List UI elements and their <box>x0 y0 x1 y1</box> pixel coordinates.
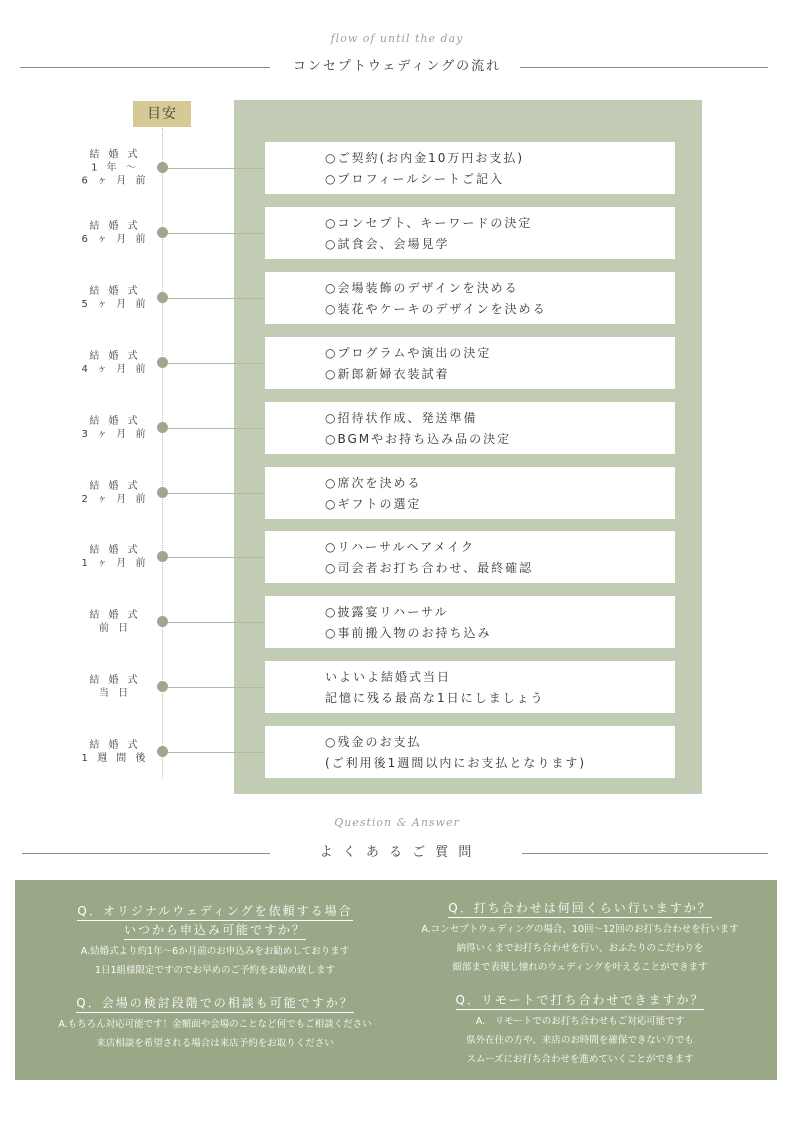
timeline-card-text: ○残金のお支払 <box>325 735 422 749</box>
timeline-step-label <box>70 285 160 311</box>
timeline-dot <box>157 422 168 433</box>
timeline-connector <box>168 687 266 688</box>
timeline-step <box>0 207 794 259</box>
timeline-card-text: ○事前搬入物のお持ち込み <box>325 626 492 640</box>
timeline-dot <box>157 551 168 562</box>
timeline-card <box>265 726 675 778</box>
timeline-connector <box>168 428 266 429</box>
timeline-step-label-line: 結 婚 式 <box>89 481 141 492</box>
timeline-card-text: ○プログラムや演出の決定 <box>325 346 492 360</box>
timeline-step-label-line: 3 ヶ 月 前 <box>81 429 149 440</box>
faq-item-1 <box>25 902 405 980</box>
qa-title: よ く あ る ご 質 問 <box>319 845 475 860</box>
timeline-step <box>0 596 794 648</box>
faq-question: Q．会場の検討段階での相談も可能ですか？ <box>25 994 405 1013</box>
script-title-qa: Question & Answer <box>334 816 460 829</box>
timeline-step-label <box>70 609 160 635</box>
timeline-step <box>0 402 794 454</box>
faq-question: Q．オリジナルウェディングを依頼する場合 いつから申込み可能ですか？ <box>25 902 405 940</box>
timeline-card-text: (ご利用後1週間以内にお支払となります) <box>325 756 586 770</box>
timeline-card-text: ○装花やケーキのデザインを決める <box>325 302 547 316</box>
timeline-connector <box>168 622 266 623</box>
timeline-step <box>0 726 794 778</box>
timeline-card <box>265 531 675 583</box>
faq-answer: A.もちろん対応可能です！金額面や会場のことなど何でもご相談ください 来店相談を希望される場合は来店予約をお取りください <box>58 1019 372 1049</box>
timeline-dot <box>157 357 168 368</box>
timeline-card-text: ○コンセプト、キーワードの決定 <box>325 216 533 230</box>
timeline-step-label <box>70 220 160 246</box>
timeline-step-label-line: 2 ヶ 月 前 <box>81 494 149 505</box>
timeline-card-text: ○プロフィールシートご記入 <box>325 172 504 186</box>
timeline-step-label-line: 結 婚 式 <box>89 351 141 362</box>
faq-question: Q．打ち合わせは何回くらい行いますか？ <box>390 899 770 918</box>
timeline-step-label-line: 前 日 <box>98 623 132 634</box>
timeline-step <box>0 272 794 324</box>
timeline-connector <box>168 363 266 364</box>
timeline-card-text: ○ギフトの選定 <box>325 497 422 511</box>
timeline-step-label <box>70 739 160 765</box>
timeline-dot <box>157 746 168 757</box>
timeline-dot <box>157 616 168 627</box>
timeline-step <box>0 661 794 713</box>
timeline-step-label <box>70 480 160 506</box>
timeline-dot <box>157 292 168 303</box>
flow-heading <box>0 57 794 77</box>
timeline-card <box>265 467 675 519</box>
timeline-card-text: ○席次を決める <box>325 476 422 490</box>
timeline-step-label-line: 5 ヶ 月 前 <box>81 299 149 310</box>
timeline-step-label <box>70 544 160 570</box>
faq-item-2 <box>25 994 405 1053</box>
timeline-connector <box>168 233 266 234</box>
timeline-step-label <box>70 350 160 376</box>
timeline-connector <box>168 557 266 558</box>
faq-answer: A.コンセプトウェディングの場合、10回～12回のお打ち合わせを行います 納得いくまでお打ち合わせを行い、おふたりのこだわりを 細部まで表現し憧れのウェディングを叶えることができます <box>421 924 739 973</box>
timeline-step <box>0 142 794 194</box>
timeline-step-label-line: 結 婚 式 <box>89 416 141 427</box>
timeline-step-label-line: 6 ヶ 月 前 <box>81 175 149 187</box>
timeline-connector <box>168 168 266 169</box>
timeline-step-label-line: 結 婚 式 <box>89 675 141 686</box>
timeline-card-text: ○披露宴リハーサル <box>325 605 449 619</box>
meyasu-badge: 目安 <box>133 101 191 127</box>
timeline-dot <box>157 162 168 173</box>
faq-item-4 <box>390 991 770 1069</box>
timeline-step-label-line: 1 年 ～ <box>91 162 139 174</box>
timeline-step-label-line: 結 婚 式 <box>89 545 141 556</box>
faq-answer: A.結婚式より約1年～6か月前のお申込みをお勧めしております 1日1組様限定ですのでお早めのご予約をお勧め致します <box>80 946 350 976</box>
timeline-step <box>0 467 794 519</box>
timeline-step <box>0 531 794 583</box>
timeline-dot <box>157 487 168 498</box>
timeline-dot <box>157 681 168 692</box>
timeline-card <box>265 661 675 713</box>
timeline-card-text: ○リハーサルヘアメイク <box>325 540 475 554</box>
timeline-connector <box>168 298 266 299</box>
timeline-step-label <box>70 415 160 441</box>
timeline-card-text: ○招待状作成、発送準備 <box>325 411 478 425</box>
page-title: コンセプトウェディングの流れ <box>292 59 502 74</box>
heading-rule-right <box>520 67 768 68</box>
qa-heading <box>0 843 794 863</box>
faq-item-3 <box>390 899 770 977</box>
timeline-step-label-line: 1 ヶ 月 前 <box>81 558 149 569</box>
timeline-card-text: ○BGMやお持ち込み品の決定 <box>325 432 512 446</box>
timeline-step-label-line: 結 婚 式 <box>89 286 141 297</box>
timeline-card <box>265 337 675 389</box>
timeline-card-text: いよいよ結婚式当日 <box>325 670 452 684</box>
timeline-card-text: ○司会者お打ち合わせ、最終確認 <box>325 561 534 575</box>
timeline-step-label-line: 結 婚 式 <box>89 149 141 161</box>
timeline-card <box>265 272 675 324</box>
timeline-step-label-line: 1 週 間 後 <box>81 753 149 764</box>
script-title-flow: flow of until the day <box>330 32 464 45</box>
timeline-step-label <box>70 149 160 188</box>
timeline-step <box>0 337 794 389</box>
timeline-card <box>265 142 675 194</box>
timeline-step-label-line: 当 日 <box>98 688 132 699</box>
timeline-step-label-line: 結 婚 式 <box>89 221 141 232</box>
faq-question: Q．リモートで打ち合わせできますか？ <box>390 991 770 1010</box>
timeline-card <box>265 207 675 259</box>
timeline-step-label-line: 結 婚 式 <box>89 610 141 621</box>
timeline-card-text: 記憶に残る最高な1日にしましょう <box>325 691 545 705</box>
qa-rule-right <box>522 853 768 854</box>
timeline-card <box>265 402 675 454</box>
timeline-dot <box>157 227 168 238</box>
timeline-card-text: ○会場装飾のデザインを決める <box>325 281 519 295</box>
timeline-card <box>265 596 675 648</box>
timeline-step-label-line: 4 ヶ 月 前 <box>81 364 149 375</box>
timeline-connector <box>168 752 266 753</box>
timeline-connector <box>168 493 266 494</box>
faq-answer: A. リモートでのお打ち合わせもご対応可能です 県外在住の方や、来店のお時間を確保できない方でも スムーズにお打ち合わせを進めていくことができます <box>466 1016 694 1065</box>
timeline-step-label-line: 結 婚 式 <box>89 740 141 751</box>
timeline-step-label <box>70 674 160 700</box>
timeline-card-text: ○試食会、会場見学 <box>325 237 450 251</box>
timeline-step-label-line: 6 ヶ 月 前 <box>81 234 149 245</box>
timeline-card-text: ○ご契約(お内金10万円お支払) <box>325 151 525 165</box>
timeline-card-text: ○新郎新婦衣装試着 <box>325 367 450 381</box>
